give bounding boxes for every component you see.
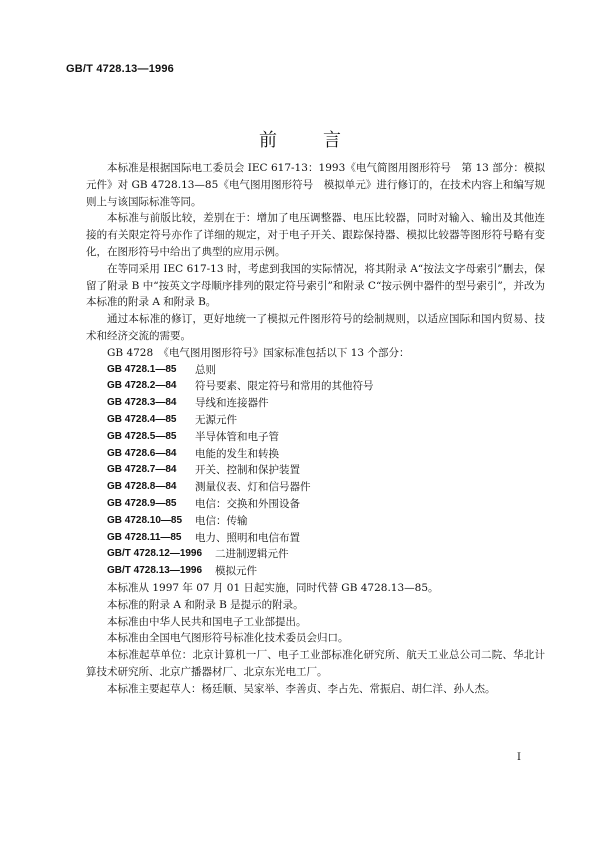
part-code: GB 4728.6—84 bbox=[107, 447, 177, 459]
part-code: GB 4728.1—85 bbox=[107, 363, 177, 375]
list-item bbox=[86, 563, 545, 580]
part-code: GB 4728.7—84 bbox=[107, 464, 177, 476]
paragraph: 在等同采用 IEC 617-13 时，考虑到我国的实际情况，将其附录 A“按法文字母索引”删去，保留了附录 B 中“按英文字母顺序排列的限定符号索引”和附录 C“按示例中器件的型号索引”，并改为本标准的附录 A 和附录 B。 bbox=[86, 262, 545, 309]
list-item bbox=[86, 479, 545, 496]
parts-list bbox=[86, 362, 545, 580]
part-code: GB 4728.2—84 bbox=[107, 380, 177, 392]
paragraph: 本标准由中华人民共和国电子工业部提出。 bbox=[107, 615, 307, 628]
page-title: 前 言 bbox=[259, 130, 355, 151]
part-code: GB 4728.4—85 bbox=[107, 413, 177, 425]
paragraph: 通过本标准的修订，更好地统一了模拟元件图形符号的绘制规则，以适应国际和国内贸易、技术和经济交流的需要。 bbox=[86, 313, 545, 342]
part-name: 导线和连接器件 bbox=[195, 397, 269, 410]
part-code: GB 4728.9—85 bbox=[107, 497, 177, 509]
list-item bbox=[86, 530, 545, 547]
part-code: GB 4728.10—85 bbox=[107, 514, 183, 526]
list-item bbox=[86, 496, 545, 513]
part-code: GB 4728.11—85 bbox=[107, 531, 182, 543]
paragraph: 本标准从 1997 年 07 月 01 日起实施，同时代替 GB 4728.13—85。 bbox=[107, 581, 439, 594]
document-body bbox=[86, 160, 545, 698]
paragraph: 本标准的附录 A 和附录 B 是提示的附录。 bbox=[107, 598, 304, 611]
paragraph: 本标准是根据国际电工委员会 IEC 617-13：1993《电气简图用图形符号 第 13 部分：模拟元件》对 GB 4728.13—85《电气图用图形符号 模拟单元》进行修订的，在技术内容上和编写规则上与该国际标准等同。 bbox=[86, 162, 545, 208]
list-item bbox=[86, 412, 545, 429]
part-name: 符号要素、限定符号和常用的其他符号 bbox=[195, 380, 374, 393]
part-name: 无源元件 bbox=[195, 413, 237, 426]
part-name: 电信：传输 bbox=[195, 514, 248, 527]
paragraph: 本标准由全国电气图形符号标准化技术委员会归口。 bbox=[107, 632, 349, 645]
part-name: 测量仪表、灯和信号器件 bbox=[195, 481, 311, 494]
paragraph: 本标准与前版比较，差别在于：增加了电压调整器、电压比较器，同时对输入、输出及其他连接的有关限定符号亦作了详细的规定，对于电子开关、跟踪保持器、模拟比较器等图形符号略有变化，在图形符号中给出了典型的应用示例。 bbox=[86, 212, 545, 258]
list-item bbox=[86, 378, 545, 395]
paragraph: 本标准主要起草人：杨廷顺、吴家举、李善贞、李占先、常振启、胡仁洋、孙人杰。 bbox=[107, 682, 496, 695]
part-code: GB/T 4728.13—1996 bbox=[107, 565, 203, 577]
list-item bbox=[86, 362, 545, 379]
part-code: GB 4728.3—84 bbox=[107, 397, 177, 409]
part-name: 总则 bbox=[195, 363, 216, 376]
part-name: 电能的发生和转换 bbox=[195, 447, 279, 460]
part-name: 电信：交换和外围设备 bbox=[195, 497, 300, 510]
part-code: GB 4728.8—84 bbox=[107, 481, 177, 493]
paragraph: 本标准起草单位：北京计算机一厂、电子工业部标准化研究所、航天工业总公司二院、华北计算技术研究所、北京广播器材厂、北京东光电工厂。 bbox=[86, 649, 545, 678]
list-item bbox=[86, 446, 545, 463]
part-name: 模拟元件 bbox=[215, 565, 257, 578]
part-code: GB 4728.5—85 bbox=[107, 430, 177, 442]
part-code: GB/T 4728.12—1996 bbox=[107, 548, 203, 560]
list-item bbox=[86, 546, 545, 563]
list-item bbox=[86, 513, 545, 530]
part-name: 开关、控制和保护装置 bbox=[195, 464, 300, 477]
list-item bbox=[86, 395, 545, 412]
standard-code: GB/T 4728.13—1996 bbox=[66, 63, 174, 75]
page-number: I bbox=[517, 752, 521, 763]
series-intro: GB 4728 《电气图用图形符号》国家标准包括以下 13 个部分： bbox=[107, 346, 410, 359]
part-name: 半导体管和电子管 bbox=[195, 430, 279, 443]
list-item bbox=[86, 462, 545, 479]
part-name: 电力、照明和电信布置 bbox=[195, 531, 300, 544]
part-name: 二进制逻辑元件 bbox=[215, 548, 289, 561]
list-item bbox=[86, 429, 545, 446]
